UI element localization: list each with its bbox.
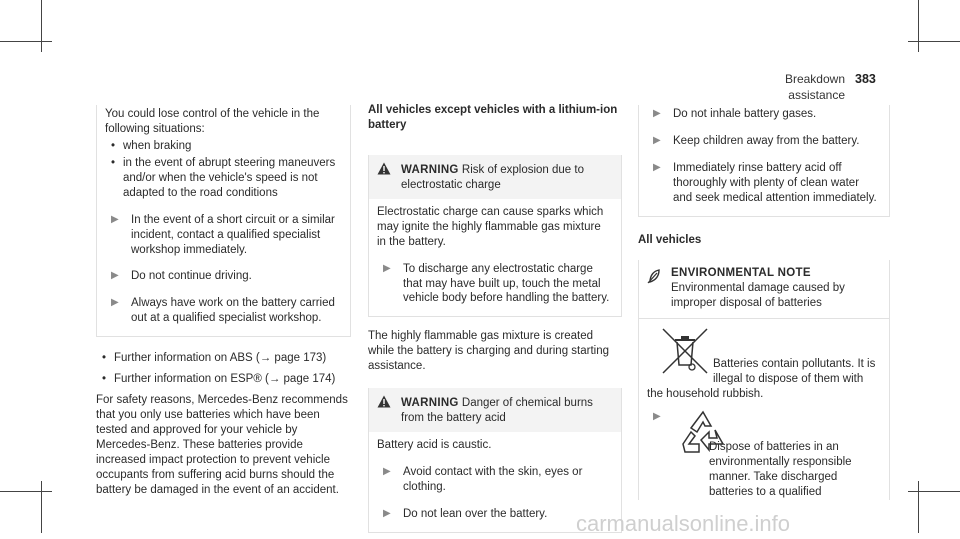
warning-label: WARNING xyxy=(401,397,459,410)
warning-title: Danger of chemical burns from the battery acid xyxy=(401,397,593,425)
warning-body-text: Battery acid is caustic. xyxy=(377,439,492,452)
warning-body-text: Electrostatic charge can cause sparks which may ignite the highly flammable gas mixture in the battery. xyxy=(377,205,604,248)
crossed-bin-icon xyxy=(661,327,709,375)
reference-link[interactable] xyxy=(96,372,351,387)
arrow-icon: ▶ xyxy=(111,297,119,309)
crop-mark xyxy=(0,491,52,492)
step-text: Immediately rinse battery acid off thoroughly with plenty of clean water and seek medical attention immediately. xyxy=(673,161,877,204)
reference-text: Further information on ABS (→ page 173) xyxy=(114,352,327,365)
section-heading: All vehicles except vehicles with a lithium-ion battery xyxy=(368,104,618,131)
step-text: Always have work on the battery carried out at a qualified specialist workshop. xyxy=(131,297,335,325)
crop-mark xyxy=(918,481,919,533)
env-note-body xyxy=(639,319,889,500)
bullet: • xyxy=(111,156,116,169)
instruction-step xyxy=(647,410,879,500)
reference-text: Further information on ESP® (→ page 174) xyxy=(114,373,336,386)
watermark: carmanualsonline.info xyxy=(576,511,791,536)
box-intro: You could lose control of the vehicle in the following situations: xyxy=(105,108,320,135)
body-paragraph: The highly flammable gas mixture is created while the battery is charging and during starting assistance. xyxy=(368,330,610,373)
warning-header xyxy=(369,388,621,432)
step-text: Do not continue driving. xyxy=(131,270,252,283)
column-3 xyxy=(638,105,890,500)
env-note-body-text: Batteries contain pollutants. It is illegal to dispose of them with the household rubbish. xyxy=(647,358,876,401)
crop-mark xyxy=(41,481,42,533)
step-text: To discharge any electrostatic charge that may have built up, touch the metal vehicle body before handling the battery. xyxy=(403,262,610,305)
bullet: • xyxy=(102,373,107,386)
environmental-note-box xyxy=(638,260,890,500)
warning-triangle-icon xyxy=(377,395,391,408)
list-item xyxy=(105,156,338,201)
step-text: In the event of a short circuit or a similar incident, contact a qualified specialist workshop immediately. xyxy=(131,213,335,256)
list-item-text: when braking xyxy=(123,139,192,152)
env-note-title: Environmental damage caused by improper disposal of batteries xyxy=(671,281,845,309)
arrow-icon: ▶ xyxy=(383,262,391,274)
warning-continuation-box xyxy=(96,105,351,337)
body-paragraph: For safety reasons, Mercedes-Benz recommends that you only use batteries which have been tested and approved for your vehicle by Mercedes-Benz. These batteries provide increased impact protection to prevent vehicle occupants from suffering acid burns should the battery be damaged in the event of an accident. xyxy=(96,394,348,496)
crop-mark xyxy=(908,41,960,42)
instruction-step xyxy=(647,107,879,122)
page-number: 383 xyxy=(855,72,876,86)
bullet: • xyxy=(111,139,116,152)
warning-title: Risk of explosion due to electrostatic charge xyxy=(401,163,584,191)
arrow-icon: ▶ xyxy=(653,134,661,146)
warning-continuation-box xyxy=(638,105,890,217)
arrow-icon: ▶ xyxy=(653,161,661,173)
step-text: Do not inhale battery gases. xyxy=(673,108,817,120)
section-heading: All vehicles xyxy=(638,233,702,246)
instruction-step xyxy=(647,161,879,206)
step-text: Keep children away from the battery. xyxy=(673,134,860,147)
arrow-icon: ▶ xyxy=(111,213,119,225)
list-item-text: in the event of abrupt steering maneuvers and/or when the vehicle's speed is not adapted to the road conditions xyxy=(123,156,336,199)
warning-box xyxy=(368,155,622,318)
step-text: Avoid contact with the skin, eyes or clothing. xyxy=(403,466,583,493)
arrow-icon: ▶ xyxy=(383,507,391,519)
crop-mark xyxy=(41,0,42,52)
crop-mark xyxy=(0,41,52,42)
column-1 xyxy=(96,105,351,498)
arrow-icon: ▶ xyxy=(653,108,661,119)
warning-header xyxy=(369,155,621,199)
column-2 xyxy=(368,103,622,533)
env-note-header xyxy=(639,260,889,320)
instruction-step xyxy=(377,262,611,307)
crop-mark xyxy=(908,491,960,492)
reference-link[interactable] xyxy=(96,351,351,366)
env-note-label: ENVIRONMENTAL NOTE xyxy=(671,266,811,279)
environment-leaf-icon xyxy=(647,268,661,284)
arrow-icon: ▶ xyxy=(383,466,391,477)
warning-body xyxy=(369,199,621,317)
arrow-icon: ▶ xyxy=(653,411,661,423)
section-title: Breakdown assistance xyxy=(784,72,845,102)
warning-label: WARNING xyxy=(401,163,459,176)
instruction-step xyxy=(105,213,338,258)
instruction-step xyxy=(105,269,338,284)
instruction-step xyxy=(377,465,611,495)
instruction-step xyxy=(647,134,879,149)
instruction-step xyxy=(105,296,338,326)
step-text: Dispose of batteries in an environmentally responsible manner. Take discharged batteries to a qualified xyxy=(709,441,852,499)
crop-mark xyxy=(918,0,919,52)
list-item xyxy=(105,139,338,154)
bullet: • xyxy=(102,352,107,365)
step-text: Do not lean over the battery. xyxy=(403,507,548,520)
arrow-icon: ▶ xyxy=(111,270,119,282)
warning-triangle-icon xyxy=(377,162,391,175)
